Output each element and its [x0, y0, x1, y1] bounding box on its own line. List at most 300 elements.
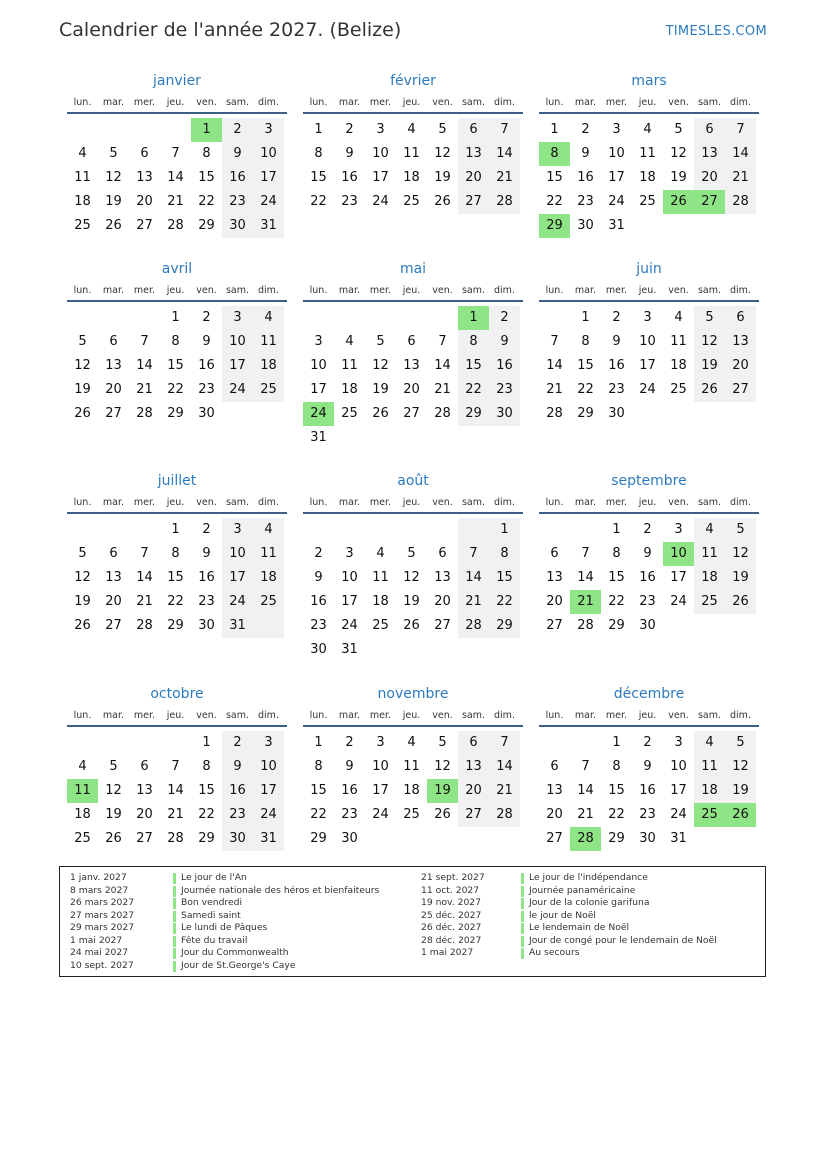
legend-holiday-name: Journée nationale des héros et bienfaiteurs	[181, 884, 380, 896]
brand-link[interactable]: TIMESLES.COM	[665, 24, 767, 39]
weekday-label: ven.	[432, 497, 453, 508]
day-cell: 8	[171, 334, 180, 349]
day-cell: 11	[372, 570, 389, 585]
day-cell: 1	[581, 310, 590, 325]
day-cell: 27	[136, 218, 153, 233]
day-cell: 20	[136, 807, 153, 822]
legend-color-marker	[521, 923, 524, 934]
day-cell: 6	[550, 759, 559, 774]
day-cell: 26	[105, 831, 122, 846]
month-name: juin	[636, 261, 662, 277]
day-cell: 24	[229, 594, 246, 609]
day-cell: 16	[608, 358, 625, 373]
day-cell: 30	[198, 406, 215, 421]
legend-holiday-name: Jour du Commonwealth	[181, 947, 289, 958]
weekday-label: jeu.	[166, 97, 185, 108]
weekday-label: ven.	[668, 497, 689, 508]
weekday-label: ven.	[196, 497, 217, 508]
day-cell: 22	[608, 594, 625, 609]
day-cell: 20	[546, 594, 563, 609]
day-cell: 29	[577, 406, 594, 421]
weekday-label: dim.	[494, 497, 515, 508]
holiday-day-cell: 25	[694, 803, 725, 827]
day-cell: 19	[670, 170, 687, 185]
day-cell: 7	[736, 122, 745, 137]
day-cell: 2	[314, 546, 323, 561]
weekday-label: sam.	[697, 497, 722, 508]
legend-color-marker	[521, 873, 524, 884]
day-cell: 27	[105, 406, 122, 421]
legend-holiday-name: Samedi saint	[181, 909, 241, 921]
legend-color-marker	[521, 911, 524, 922]
day-cell: 13	[105, 358, 122, 373]
weekday-label: dim.	[258, 710, 279, 721]
day-cell: 5	[736, 522, 745, 537]
day-cell: 23	[608, 382, 625, 397]
day-cell: 13	[465, 146, 482, 161]
day-cell: 16	[341, 170, 358, 185]
day-cell: 16	[310, 594, 327, 609]
day-cell: 28	[546, 406, 563, 421]
legend-date: 19 nov. 2027	[421, 897, 482, 908]
weekday-label: jeu.	[402, 497, 421, 508]
day-cell: 4	[376, 546, 385, 561]
day-cell: 14	[496, 146, 513, 161]
weekday-header	[67, 96, 287, 114]
day-cell: 2	[500, 310, 509, 325]
weekday-label: ven.	[196, 285, 217, 296]
weekday-header	[303, 284, 523, 302]
day-cell: 31	[670, 831, 687, 846]
weekday-label: mer.	[369, 710, 392, 721]
day-cell: 17	[310, 382, 327, 397]
day-cell: 5	[78, 546, 87, 561]
day-cell: 1	[171, 310, 180, 325]
legend-holiday-name: le jour de Noël	[529, 909, 596, 921]
weekday-label: mar.	[574, 710, 597, 721]
holiday-day-cell: 26	[663, 190, 694, 214]
day-cell: 27	[465, 807, 482, 822]
day-cell: 11	[341, 358, 358, 373]
day-cell: 14	[167, 783, 184, 798]
day-cell: 10	[372, 759, 389, 774]
day-cell: 8	[500, 546, 509, 561]
legend-date: 21 sept. 2027	[421, 872, 485, 883]
weekday-label: dim.	[730, 285, 751, 296]
day-cell: 16	[639, 570, 656, 585]
day-cell: 11	[403, 146, 420, 161]
day-cell: 17	[341, 594, 358, 609]
holiday-day-cell: 27	[694, 190, 725, 214]
legend-color-marker	[173, 898, 176, 909]
day-cell: 19	[372, 382, 389, 397]
day-cell: 25	[639, 194, 656, 209]
weekday-label: ven.	[668, 710, 689, 721]
day-cell: 20	[105, 594, 122, 609]
day-cell: 26	[732, 594, 749, 609]
day-cell: 4	[705, 522, 714, 537]
day-cell: 5	[78, 334, 87, 349]
day-cell: 17	[670, 783, 687, 798]
holiday-day-cell: 1	[191, 118, 222, 142]
day-cell: 10	[229, 546, 246, 561]
day-cell: 25	[74, 831, 91, 846]
day-cell: 9	[345, 146, 354, 161]
legend-holiday-name: Fête du travail	[181, 934, 248, 946]
holiday-day-cell: 19	[427, 779, 458, 803]
day-cell: 7	[581, 759, 590, 774]
day-cell: 11	[403, 759, 420, 774]
weekday-label: mar.	[338, 497, 361, 508]
day-cell: 28	[496, 194, 513, 209]
day-cell: 29	[310, 831, 327, 846]
day-cell: 5	[705, 310, 714, 325]
legend-color-marker	[521, 898, 524, 909]
day-cell: 6	[469, 122, 478, 137]
weekday-label: mer.	[133, 97, 156, 108]
weekday-label: lun.	[73, 97, 92, 108]
day-cell: 8	[202, 759, 211, 774]
month-name: octobre	[150, 686, 204, 702]
day-cell: 11	[670, 334, 687, 349]
day-cell: 3	[376, 735, 385, 750]
day-cell: 27	[105, 618, 122, 633]
day-cell: 21	[167, 807, 184, 822]
day-cell: 25	[372, 618, 389, 633]
day-cell: 23	[639, 807, 656, 822]
day-cell: 31	[341, 642, 358, 657]
day-cell: 15	[546, 170, 563, 185]
day-cell: 6	[140, 759, 149, 774]
day-cell: 26	[434, 194, 451, 209]
legend-date: 29 mars 2027	[70, 922, 135, 933]
day-cell: 18	[701, 783, 718, 798]
legend-date: 1 mai 2027	[421, 947, 474, 958]
day-cell: 29	[167, 406, 184, 421]
day-cell: 14	[136, 570, 153, 585]
day-cell: 18	[260, 570, 277, 585]
weekday-label: mer.	[605, 97, 628, 108]
day-cell: 31	[260, 831, 277, 846]
weekday-label: mar.	[102, 497, 125, 508]
day-cell: 4	[78, 759, 87, 774]
month-name: mai	[399, 261, 427, 277]
weekday-label: sam.	[697, 97, 722, 108]
day-cell: 23	[639, 594, 656, 609]
weekday-header	[539, 284, 759, 302]
day-cell: 26	[701, 382, 718, 397]
day-cell: 18	[341, 382, 358, 397]
day-cell: 10	[310, 358, 327, 373]
day-cell: 3	[643, 310, 652, 325]
day-cell: 6	[109, 334, 118, 349]
day-cell: 31	[608, 218, 625, 233]
day-cell: 1	[314, 735, 323, 750]
day-cell: 22	[167, 382, 184, 397]
day-cell: 12	[434, 146, 451, 161]
day-cell: 18	[372, 594, 389, 609]
day-cell: 26	[434, 807, 451, 822]
legend-holiday-name: Jour de St.George's Caye	[181, 959, 296, 971]
day-cell: 13	[701, 146, 718, 161]
day-cell: 18	[260, 358, 277, 373]
day-cell: 31	[310, 430, 327, 445]
day-cell: 30	[639, 618, 656, 633]
day-cell: 24	[229, 382, 246, 397]
day-cell: 1	[500, 522, 509, 537]
day-cell: 22	[496, 594, 513, 609]
legend-holiday-name: Le lendemain de Noël	[529, 922, 630, 933]
day-cell: 19	[732, 570, 749, 585]
day-cell: 14	[465, 570, 482, 585]
legend-color-marker	[173, 961, 176, 972]
legend-date: 27 mars 2027	[70, 909, 135, 921]
day-cell: 3	[674, 735, 683, 750]
day-cell: 14	[577, 783, 594, 798]
day-cell: 6	[407, 334, 416, 349]
day-cell: 18	[670, 358, 687, 373]
day-cell: 21	[136, 382, 153, 397]
day-cell: 27	[546, 618, 563, 633]
day-cell: 10	[608, 146, 625, 161]
weekday-label: dim.	[494, 97, 515, 108]
day-cell: 16	[229, 170, 246, 185]
day-cell: 3	[264, 735, 273, 750]
day-cell: 17	[372, 170, 389, 185]
legend-date: 24 mai 2027	[70, 947, 129, 958]
weekday-label: sam.	[461, 285, 486, 296]
day-cell: 5	[376, 334, 385, 349]
holiday-day-cell: 21	[570, 590, 601, 614]
legend-holiday-name: Le jour de l'An	[181, 872, 247, 883]
legend-color-marker	[173, 873, 176, 884]
month-name: novembre	[377, 686, 449, 702]
day-cell: 4	[78, 146, 87, 161]
day-cell: 30	[496, 406, 513, 421]
day-cell: 6	[438, 546, 447, 561]
weekday-label: jeu.	[402, 97, 421, 108]
day-cell: 19	[701, 358, 718, 373]
day-cell: 3	[674, 522, 683, 537]
day-cell: 4	[407, 122, 416, 137]
day-cell: 30	[341, 831, 358, 846]
day-cell: 16	[577, 170, 594, 185]
legend-color-marker	[173, 923, 176, 934]
weekday-label: lun.	[309, 497, 328, 508]
day-cell: 9	[202, 334, 211, 349]
day-cell: 15	[465, 358, 482, 373]
day-cell: 20	[701, 170, 718, 185]
day-cell: 1	[202, 735, 211, 750]
day-cell: 15	[198, 170, 215, 185]
day-cell: 30	[608, 406, 625, 421]
day-cell: 17	[260, 783, 277, 798]
day-cell: 26	[74, 406, 91, 421]
day-cell: 9	[500, 334, 509, 349]
day-cell: 9	[314, 570, 323, 585]
weekday-label: sam.	[697, 710, 722, 721]
day-cell: 2	[612, 310, 621, 325]
day-cell: 14	[434, 358, 451, 373]
day-cell: 15	[608, 783, 625, 798]
day-cell: 24	[670, 807, 687, 822]
weekday-label: jeu.	[166, 285, 185, 296]
weekday-label: mer.	[369, 285, 392, 296]
day-cell: 28	[732, 194, 749, 209]
day-cell: 9	[233, 146, 242, 161]
day-cell: 13	[732, 334, 749, 349]
day-cell: 15	[577, 358, 594, 373]
day-cell: 22	[167, 594, 184, 609]
day-cell: 8	[202, 146, 211, 161]
day-cell: 2	[233, 735, 242, 750]
month-name: janvier	[153, 73, 201, 89]
day-cell: 20	[465, 170, 482, 185]
day-cell: 29	[198, 831, 215, 846]
day-cell: 20	[136, 194, 153, 209]
day-cell: 1	[171, 522, 180, 537]
weekday-label: lun.	[73, 497, 92, 508]
day-cell: 21	[136, 594, 153, 609]
day-cell: 15	[167, 570, 184, 585]
day-cell: 26	[372, 406, 389, 421]
day-cell: 11	[639, 146, 656, 161]
day-cell: 10	[341, 570, 358, 585]
day-cell: 28	[136, 618, 153, 633]
day-cell: 13	[136, 170, 153, 185]
day-cell: 3	[264, 122, 273, 137]
day-cell: 19	[105, 807, 122, 822]
day-cell: 23	[341, 807, 358, 822]
day-cell: 14	[577, 570, 594, 585]
day-cell: 9	[233, 759, 242, 774]
weekday-label: lun.	[309, 285, 328, 296]
day-cell: 2	[202, 522, 211, 537]
day-cell: 20	[732, 358, 749, 373]
day-cell: 30	[229, 831, 246, 846]
day-cell: 19	[403, 594, 420, 609]
month-name: mars	[631, 73, 667, 89]
day-cell: 5	[438, 735, 447, 750]
day-cell: 16	[198, 570, 215, 585]
day-cell: 4	[643, 122, 652, 137]
day-cell: 8	[314, 759, 323, 774]
legend-date: 28 déc. 2027	[421, 934, 482, 946]
weekday-label: jeu.	[638, 97, 657, 108]
day-cell: 13	[546, 570, 563, 585]
day-cell: 15	[608, 570, 625, 585]
day-cell: 11	[260, 334, 277, 349]
day-cell: 26	[105, 218, 122, 233]
day-cell: 2	[233, 122, 242, 137]
day-cell: 21	[167, 194, 184, 209]
legend-holiday-name: Le jour de l'indépendance	[529, 872, 648, 883]
day-cell: 12	[74, 570, 91, 585]
day-cell: 17	[670, 570, 687, 585]
weekday-label: sam.	[697, 285, 722, 296]
holiday-day-cell: 1	[458, 306, 489, 330]
day-cell: 16	[341, 783, 358, 798]
weekday-header	[539, 496, 759, 514]
day-cell: 22	[465, 382, 482, 397]
day-cell: 3	[376, 122, 385, 137]
weekday-label: sam.	[225, 497, 250, 508]
day-cell: 5	[109, 759, 118, 774]
weekday-header	[303, 496, 523, 514]
day-cell: 16	[639, 783, 656, 798]
day-cell: 12	[732, 546, 749, 561]
weekday-label: mar.	[574, 285, 597, 296]
day-cell: 15	[310, 170, 327, 185]
day-cell: 27	[403, 406, 420, 421]
day-cell: 27	[434, 618, 451, 633]
day-cell: 7	[500, 735, 509, 750]
day-cell: 3	[612, 122, 621, 137]
day-cell: 22	[198, 807, 215, 822]
legend-holiday-name: Le lundi de Pâques	[181, 922, 268, 933]
day-cell: 9	[643, 759, 652, 774]
day-cell: 2	[202, 310, 211, 325]
day-cell: 24	[341, 618, 358, 633]
day-cell: 16	[496, 358, 513, 373]
weekday-label: jeu.	[166, 497, 185, 508]
day-cell: 26	[403, 618, 420, 633]
day-cell: 3	[314, 334, 323, 349]
day-cell: 28	[434, 406, 451, 421]
day-cell: 29	[198, 218, 215, 233]
weekday-label: sam.	[225, 97, 250, 108]
holiday-day-cell: 29	[539, 214, 570, 238]
day-cell: 7	[171, 759, 180, 774]
day-cell: 31	[229, 618, 246, 633]
legend-date: 25 déc. 2027	[421, 909, 482, 921]
day-cell: 21	[496, 170, 513, 185]
day-cell: 25	[74, 218, 91, 233]
weekday-label: mar.	[574, 97, 597, 108]
day-cell: 27	[732, 382, 749, 397]
day-cell: 11	[701, 546, 718, 561]
day-cell: 1	[314, 122, 323, 137]
day-cell: 12	[403, 570, 420, 585]
day-cell: 24	[260, 194, 277, 209]
day-cell: 23	[198, 594, 215, 609]
legend-color-marker	[521, 948, 524, 959]
weekday-label: mar.	[338, 285, 361, 296]
day-cell: 8	[581, 334, 590, 349]
day-cell: 2	[581, 122, 590, 137]
day-cell: 5	[109, 146, 118, 161]
day-cell: 16	[198, 358, 215, 373]
weekday-label: dim.	[494, 710, 515, 721]
weekday-label: ven.	[668, 97, 689, 108]
weekday-label: jeu.	[402, 710, 421, 721]
day-cell: 12	[372, 358, 389, 373]
weekday-label: dim.	[258, 97, 279, 108]
weekday-label: ven.	[432, 710, 453, 721]
day-cell: 9	[202, 546, 211, 561]
day-cell: 28	[167, 218, 184, 233]
legend-color-marker	[173, 948, 176, 959]
day-cell: 30	[310, 642, 327, 657]
day-cell: 12	[670, 146, 687, 161]
day-cell: 10	[229, 334, 246, 349]
day-cell: 4	[264, 310, 273, 325]
weekday-label: ven.	[196, 97, 217, 108]
day-cell: 14	[167, 170, 184, 185]
day-cell: 1	[612, 522, 621, 537]
day-cell: 10	[372, 146, 389, 161]
weekday-label: mer.	[605, 285, 628, 296]
